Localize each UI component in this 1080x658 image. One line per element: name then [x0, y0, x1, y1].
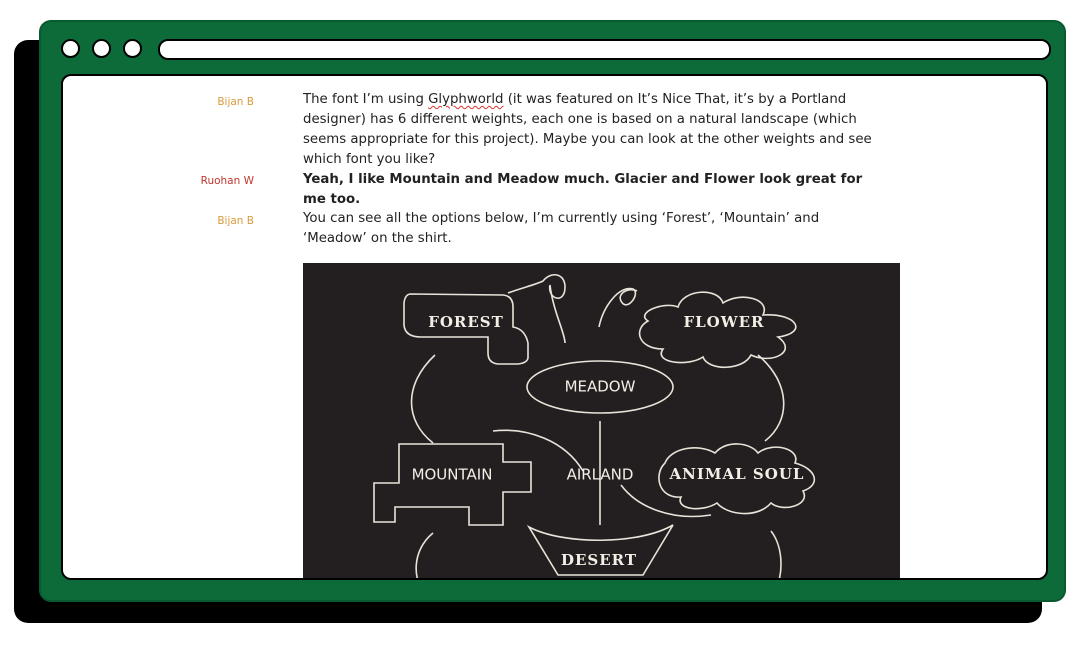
message-text-part: The font I’m using [303, 92, 429, 107]
arc-shape [412, 355, 436, 443]
font-weights-artwork [303, 263, 900, 580]
window-controls [61, 39, 142, 58]
message-text-part: (it was featured on It’s Nice That, it’s by a Portland designer) has 6 different weights, each one is based on a natural landscape (which seems appropriate for this project). Maybe you can look at the other weights and see which font you like? [303, 92, 872, 167]
minimize-dot-icon[interactable] [92, 39, 111, 58]
address-bar[interactable] [158, 39, 1051, 60]
font-link[interactable]: Glyphworld [428, 92, 504, 107]
maximize-dot-icon[interactable] [123, 39, 142, 58]
message-author: Bijan B [217, 215, 254, 227]
animal-soul-label: ANIMAL SOUL [669, 465, 805, 483]
arc-shape [621, 485, 711, 516]
meadow-label: MEADOW [564, 377, 636, 396]
arc-shape [416, 533, 433, 580]
message-text: Yeah, I like Mountain and Meadow much. Glacier and Flower look great for me too. [303, 172, 863, 207]
forest-label: FOREST [428, 313, 504, 331]
chat-content [61, 74, 1048, 580]
message-text [303, 90, 883, 170]
artwork-svg [303, 263, 900, 580]
loop-shape [599, 289, 637, 327]
mountain-shape [374, 444, 531, 525]
message-author: Bijan B [217, 96, 254, 108]
browser-window [39, 20, 1066, 602]
airland-label: AIRLAND [566, 465, 634, 484]
message-text: You can see all the options below, I’m currently using ‘Forest’, ‘Mountain’ and ‘Meadow’ on the shirt. [303, 211, 820, 246]
message-author: Ruohan W [200, 175, 254, 187]
mountain-label: MOUNTAIN [411, 465, 493, 484]
arc-shape [771, 531, 781, 580]
close-dot-icon[interactable] [61, 39, 80, 58]
loop-shape [508, 275, 565, 343]
arc-shape [758, 355, 784, 441]
flower-label: FLOWER [683, 313, 765, 331]
desert-label: DESERT [560, 551, 638, 569]
